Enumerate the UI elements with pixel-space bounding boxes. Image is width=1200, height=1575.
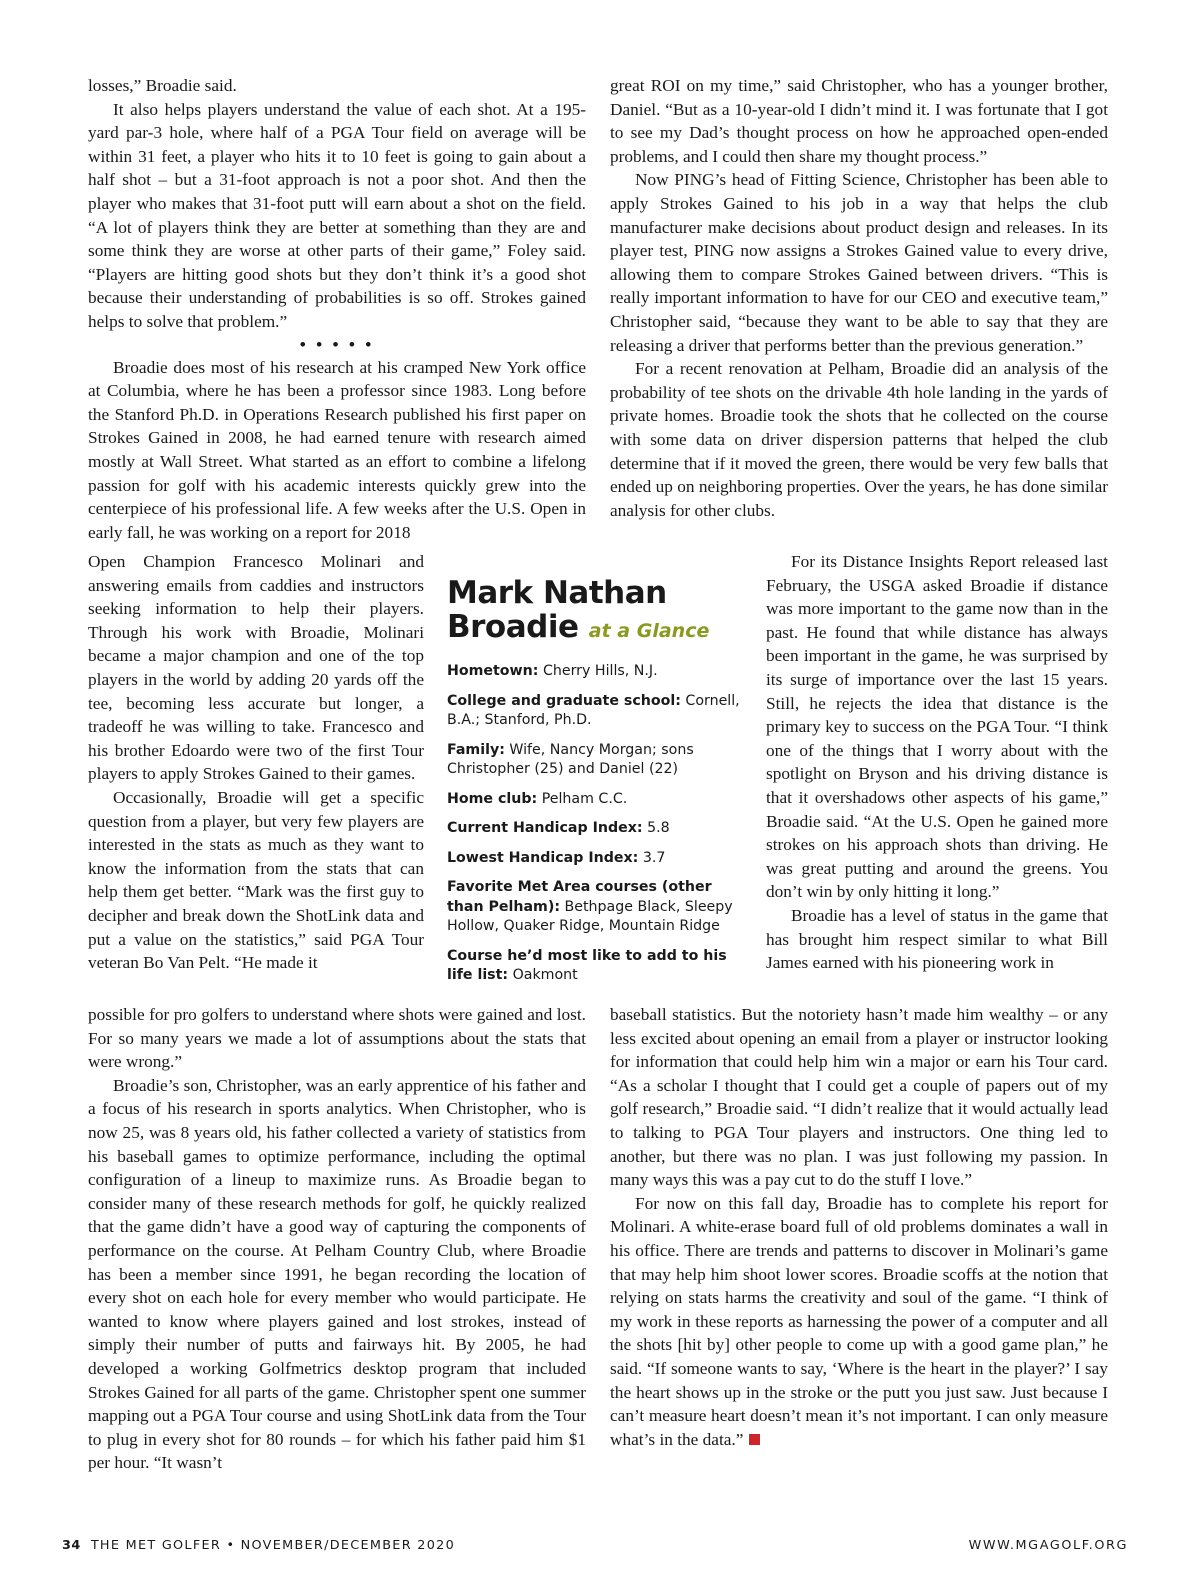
article-paragraph: losses,” Broadie said. — [88, 76, 237, 95]
at-a-glance-sidebar — [447, 576, 752, 986]
fact-current-handicap — [447, 819, 752, 839]
article-column-left-bottom — [88, 1003, 586, 1475]
fact-college — [447, 692, 752, 731]
article-paragraph-text: For now on this fall day, Broadie has to complete his report for Molinari. A white-erase board full of old problems dominates a wall in his office. There are trends and patterns to discover in Molinari’s game that may help him shoot lower scores. Broadie scoffs at the notion that relying on stats harms the creativity and soul of the game. “I think of my work in these reports as harnessing the power of a computer and all the shots [hit by] other people to come up with a good game plan,” he said. “If someone wants to say, ‘Where is the heart in the player?’ I say the heart shows up in the stroke or the putt you just saw. Just because I can’t measure heart doesn’t mean it’s not important. I can only measure what’s in the data.” — [610, 1193, 1108, 1449]
section-break-dots: • • • • • — [299, 334, 375, 354]
article-column-right-top — [610, 74, 1108, 522]
sidebar-title-line2: Broadie — [447, 609, 579, 645]
article-paragraph: Open Champion Francesco Molinari and answering emails from caddies and instructors seeking information to help their players. Through his work with Broadie, Molinari became a major champion and one of the top players in the world by adding 20 yards off the tee, becoming less accurate but longer, a tradeoff he was willing to take. Francesco and his brother Edoardo were two of the first Tour players to apply Strokes Gained to their games. — [88, 552, 424, 784]
publication-line: THE MET GOLFER • NOVEMBER/DECEMBER 2020 — [90, 1538, 456, 1553]
end-mark-square — [749, 1434, 760, 1445]
article-paragraph: It also helps players understand the value of each shot. At a 195-yard par-3 hole, where half of a PGA Tour field on average will be within 31 feet, a player who hits it to 10 feet is going to gain about a half shot – but a 31-foot approach is not a poor shot. And then the player who makes that 31-foot putt will earn about a shot on the field. “A lot of players think they are better at something than they are and some think they are worse at other parts of their game,” Foley said. “Players are hitting good shots but they don’t think it’s a good shot because their understanding of probabilities is so off. Strokes gained helps to solve that problem.” — [88, 99, 586, 331]
page-number: 34 — [62, 1538, 81, 1553]
article-paragraph: Broadie has a level of status in the game that has brought him respect similar to what Bill James earned with his pioneering work in — [766, 905, 1108, 973]
article-paragraph: Now PING’s head of Fitting Science, Christopher has been able to apply Strokes Gained to his job in a way that helps the club manufacturer make decisions about product design and releases. In its player test, PING now assigns a Strokes Gained value to every drive, allowing them to compare Strokes Gained between drivers. “This is really important information to have for our CEO and executive team,” Christopher said, “because they want to be able to say that they are releasing a driver that performs better than the previous generation.” — [610, 170, 1108, 355]
fact-hometown — [447, 662, 752, 682]
article-paragraph-final — [610, 1192, 1108, 1452]
fact-life-list-course — [447, 947, 752, 986]
fact-label: Favorite Met Area courses (other than Pelham): — [447, 879, 712, 915]
fact-favorite-courses — [447, 878, 752, 937]
fact-label: Current Handicap Index: — [447, 820, 643, 836]
article-paragraph: great ROI on my time,” said Christopher, who has a younger brother, Daniel. “But as a 10-year-old I didn’t mind it. I was fortunate that I got to see my Dad’s thought process on how he approached open-ended problems, and I could then share my thought process.” — [610, 76, 1108, 166]
sidebar-subtitle: at a Glance — [588, 620, 710, 642]
article-column-left-top — [88, 74, 586, 544]
article-paragraph: possible for pro golfers to understand where shots were gained and lost. For so many years we made a lot of assumptions about the stats that were wrong.” — [88, 1005, 586, 1072]
fact-lowest-handicap — [447, 849, 752, 869]
page-footer-left — [62, 1538, 455, 1553]
article-paragraph: Occasionally, Broadie will get a specific question from a player, but very few players are interested in the stats as much as they want to know the information from the stats that can help them get better. “Mark was the first guy to decipher and break down the ShotLink data and put a value on the statistics,” said PGA Tour veteran Bo Van Pelt. “He made it — [88, 787, 424, 973]
fact-value: Cherry Hills, N.J. — [542, 663, 658, 679]
article-paragraph: For a recent renovation at Pelham, Broadie did an analysis of the probability of tee shots on the drivable 4th hole landing in the yards of private homes. Broadie took the shots that he collected on the course with some data on driver dispersion patterns that helped the club determine that if it moved the green, there would be very few balls that ended up on neighboring properties. Over the years, he has done similar analysis for other clubs. — [610, 359, 1108, 520]
fact-label: Lowest Handicap Index: — [447, 849, 639, 866]
fact-value: Cornell, B.A.; Stanford, Ph.D. — [447, 692, 740, 728]
article-column-left-mid — [88, 550, 424, 975]
article-column-right-bottom — [610, 1003, 1108, 1451]
fact-home-club — [447, 790, 752, 810]
fact-label: Hometown: — [447, 663, 539, 679]
sidebar-title-line1: Mark Nathan — [447, 575, 667, 611]
fact-value: Wife, Nancy Morgan; sons Christopher (25) and Daniel (22) — [447, 741, 694, 777]
article-paragraph: Broadie does most of his research at his cramped New York office at Columbia, where he has been a professor since 1983. Long before the Stanford Ph.D. in Operations Research published his first paper on Strokes Gained in 2008, he had earned tenure with research aimed mostly at Wall Street. What started as an effort to combine a lifelong passion for golf with his academic interests quickly grew into the centerpiece of his professional life. A few weeks after the U.S. Open in early fall, he was working on a report for 2018 — [88, 357, 586, 542]
article-column-right-mid — [766, 550, 1108, 975]
article-paragraph: For its Distance Insights Report released last February, the USGA asked Broadie if distance was more important to the game now than in the past. He found that while distance has always been important in the game, he was surprised by its surge of importance over the last 15 years. Still, he rejects the idea that distance is the primary key to success on the PGA Tour. “I think one of the things that I worry about with the spotlight on Bryson and his driving distance is that it overshadows other aspects of his game,” Broadie said. “At the U.S. Open he gained more strokes on his approach shots than driving. He was great putting and around the greens. You don’t win by only hitting it long.” — [766, 552, 1108, 902]
fact-label: Course he’d most like to add to his life list: — [447, 947, 727, 983]
page-footer-website: WWW.MGAGOLF.ORG — [968, 1538, 1128, 1553]
fact-label: Home club: — [447, 790, 538, 807]
fact-value: Oakmont — [512, 967, 578, 983]
fact-value: 5.8 — [647, 820, 670, 836]
fact-value: Bethpage Black, Sleepy Hollow, Quaker Ridge, Mountain Ridge — [447, 898, 733, 934]
fact-family — [447, 741, 752, 780]
fact-label: Family: — [447, 741, 505, 758]
fact-value: Pelham C.C. — [541, 790, 628, 807]
article-paragraph: Broadie’s son, Christopher, was an early apprentice of his father and a focus of his research in sports analytics. When Christopher, who is now 25, was 8 years old, his father collected a variety of statistics from his baseball games to optimize performance, including the optimal configuration of a lineup to maximize runs. As Broadie began to consider many of these research methods for golf, he quickly realized that the game didn’t have a good way of capturing the components of performance on the course. At Pelham Country Club, where Broadie has been a member since 1991, he began recording the location of every shot on each hole for every member who would participate. He wanted to know where players gained and lost strokes, instead of simply their number of putts and fairways hit. By 2005, he had developed a working Golfmetrics desktop program that included Strokes Gained for all parts of the game. Christopher spent one summer mapping out a PGA Tour course and using ShotLink data from the Tour to plug in every shot for 80 rounds – for which his father paid him $1 per hour. “It wasn’t — [88, 1075, 586, 1473]
fact-label: College and graduate school: — [447, 692, 681, 709]
article-paragraph: baseball statistics. But the notoriety hasn’t made him wealthy – or any less excited about opening an email from a player or instructor looking for information that could help him win a major or earn his Tour card. “As a scholar I thought that I could get a couple of papers out of my golf research,” Broadie said. “I didn’t realize that it would actually lead to talking to PGA Tour players and instructors. One thing led to another, but there was no plan. I was just following my passion. In many ways this was a pay cut to do the stuff I love.” — [610, 1005, 1108, 1190]
fact-value: 3.7 — [642, 849, 666, 866]
sidebar-title — [447, 576, 752, 648]
